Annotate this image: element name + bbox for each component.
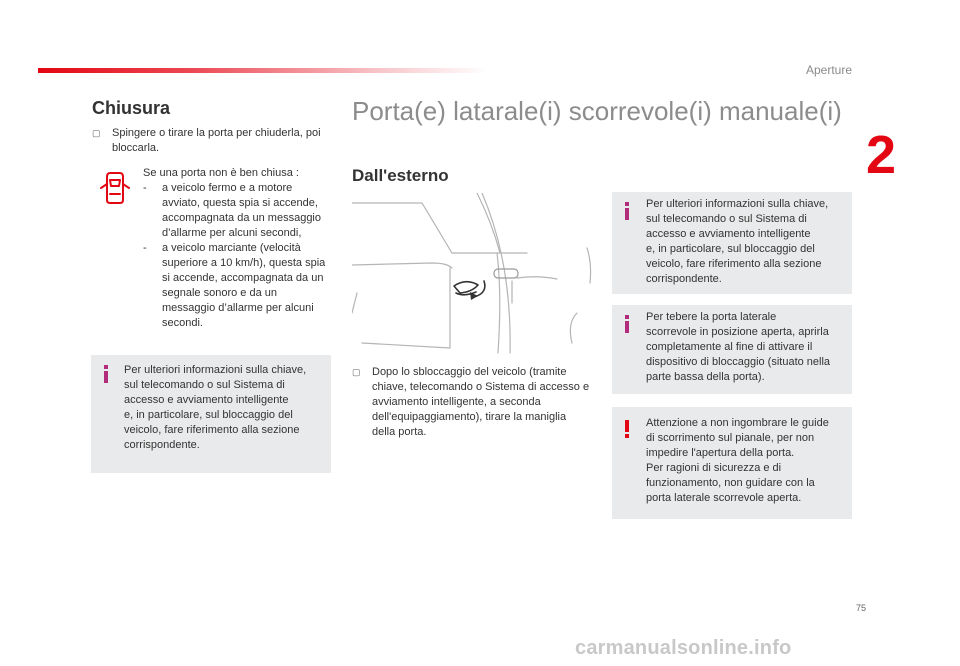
bullet-chiusura bbox=[92, 126, 332, 156]
warning-item: - a veicolo marciante (velocità superiore a 10 km/h), questa spia si accende, accompagnata da un segnale sonoro e da un messaggio d’allarme per alcuni secondi. bbox=[143, 242, 326, 329]
door-warning-text bbox=[143, 166, 333, 331]
info-icon bbox=[622, 315, 632, 333]
header-accent-bar bbox=[38, 68, 488, 73]
sliding-door-illustration bbox=[352, 193, 592, 355]
info-icon bbox=[622, 202, 632, 220]
info-icon bbox=[101, 365, 111, 383]
section-name: Aperture bbox=[805, 63, 852, 77]
info-box-right-2: Per tebere la porta laterale scorrevole in posizione aperta, aprirla completamente al fine di attivare il dispositivo di bloccaggio (situato nella parte bassa della porta). bbox=[612, 305, 852, 394]
page-number: 75 bbox=[856, 603, 867, 613]
warning-box: Attenzione a non ingombrare le guide di scorrimento sul pianale, per non impedire l'apertura della porta. Per ragioni di sicurezza e di funzionamento, non guidare con la porta laterale scorrevole aperta. bbox=[612, 407, 852, 519]
door-open-warning-icon bbox=[100, 170, 130, 206]
page-title: Porta(e) latarale(i) scorrevole(i) manuale(i) bbox=[352, 96, 842, 126]
watermark: carmanualsonline.info bbox=[575, 637, 792, 659]
info-box-left: Per ulteriori informazioni sulla chiave, sul telecomando o sul Sistema di accesso e avviamento intelligente e, in particolare, sul bloccaggio del veicolo, fare riferimento alla sezione corrispondente. bbox=[91, 355, 331, 473]
info-box-right-1: Per ulteriori informazioni sulla chiave, sul telecomando o sul Sistema di accesso e avviamento intelligente e, in particolare, sul bloccaggio del veicolo, fare riferimento alla sezione corrispondente. bbox=[612, 192, 852, 294]
exclamation-icon bbox=[622, 420, 632, 438]
checkbox-bullet-icon: ▢ bbox=[92, 128, 101, 138]
bullet-esterno bbox=[352, 365, 592, 440]
warning-intro: Se una porta non è ben chiusa : bbox=[143, 167, 299, 179]
chapter-number: 2 bbox=[866, 125, 897, 185]
warning-item: - a veicolo fermo e a motore avviato, questa spia si accende, accompagnata da un messaggio d’allarme per alcuni secondi, bbox=[143, 182, 321, 239]
bullet-esterno-text: Dopo lo sbloccaggio del veicolo (tramite chiave, telecomando o Sistema di accesso e avviamento intelligente, a seconda dell'equipaggiamento), tirare la maniglia della porta. bbox=[372, 366, 590, 438]
heading-esterno: Dall'esterno bbox=[352, 166, 449, 185]
checkbox-bullet-icon: ▢ bbox=[352, 367, 361, 377]
heading-chiusura: Chiusura bbox=[92, 98, 171, 118]
bullet-chiusura-text: Spingere o tirare la porta per chiuderla, poi bloccarla. bbox=[112, 127, 321, 154]
